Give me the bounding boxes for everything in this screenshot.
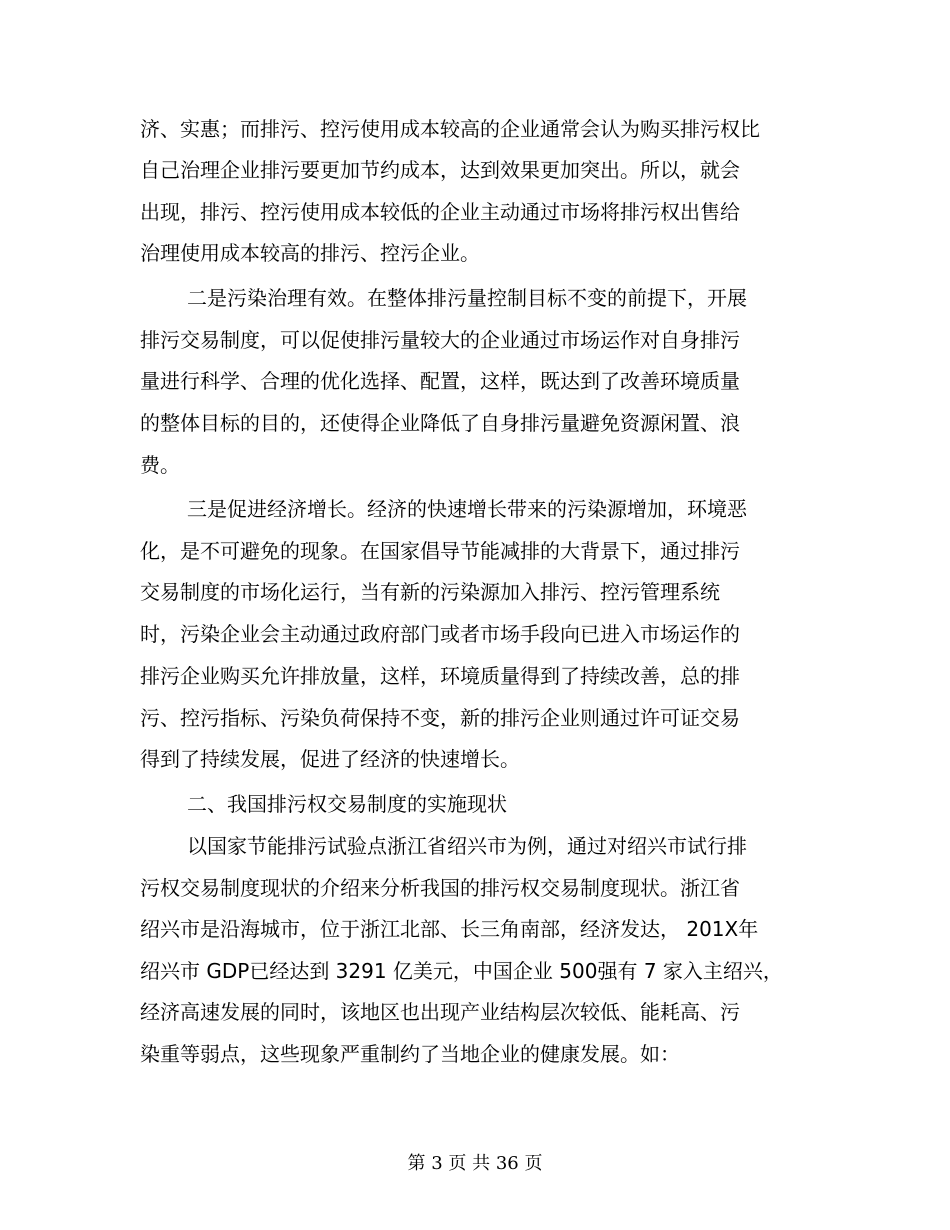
text-line: 治理使用成本较高的排污、控污企业。 (140, 241, 480, 265)
page-number-footer: 第 3 页 共 36 页 (407, 1153, 543, 1174)
paragraph-start-line: 三是促进经济增长。经济的快速增长带来的污染源增加，环境恶 (187, 497, 747, 521)
section-heading: 二、我国排污权交易制度的实施现状 (187, 792, 507, 816)
text-line: 排污企业购买允许排放量，这样，环境质量得到了持续改善，总的排 (140, 664, 740, 688)
text-line: 经济高速发展的同时，该地区也出现产业结构层次较低、能耗高、污 (140, 1000, 740, 1024)
text-line: 绍兴市是沿海城市，位于浙江北部、长三角南部，经济发达， 201X年 (140, 917, 759, 941)
text-line: 费。 (140, 453, 180, 477)
text-line: 排污交易制度，可以促使排污量较大的企业通过市场运作对自身排污 (140, 328, 740, 352)
paragraph-start-line: 二是污染治理有效。在整体排污量控制目标不变的前提下，开展 (187, 286, 747, 310)
text-line: 济、实惠；而排污、控污使用成本较高的企业通常会认为购买排污权比 (140, 117, 760, 141)
text-line: 污权交易制度现状的介绍来分析我国的排污权交易制度现状。浙江省 (140, 876, 740, 900)
text-line: 时，污染企业会主动通过政府部门或者市场手段向已进入市场运作的 (140, 622, 740, 646)
text-line: 得到了持续发展，促进了经济的快速增长。 (140, 747, 520, 771)
text-line: 自己治理企业排污要更加节约成本，达到效果更加突出。所以，就会 (140, 158, 740, 182)
text-line: 交易制度的市场化运行，当有新的污染源加入排污、控污管理系统 (140, 580, 720, 604)
text-line: 污、控污指标、污染负荷保持不变，新的排污企业则通过许可证交易 (140, 706, 740, 730)
text-line: 绍兴市 GDP已经达到 3291 亿美元，中国企业 500强有 7 家入主绍兴， (140, 959, 783, 983)
paragraph-start-line: 以国家节能排污试验点浙江省绍兴市为例，通过对绍兴市试行排 (187, 834, 747, 858)
text-line: 化，是不可避免的现象。在国家倡导节能减排的大背景下，通过排污 (140, 539, 740, 563)
text-line: 出现，排污、控污使用成本较低的企业主动通过市场将排污权出售给 (140, 200, 740, 224)
text-line: 量进行科学、合理的优化选择、配置，这样，既达到了改善环境质量 (140, 369, 740, 393)
text-line: 染重等弱点，这些现象严重制约了当地企业的健康发展。如： (140, 1042, 680, 1066)
text-line: 的整体目标的目的，还使得企业降低了自身排污量避免资源闲置、浪 (140, 411, 740, 435)
